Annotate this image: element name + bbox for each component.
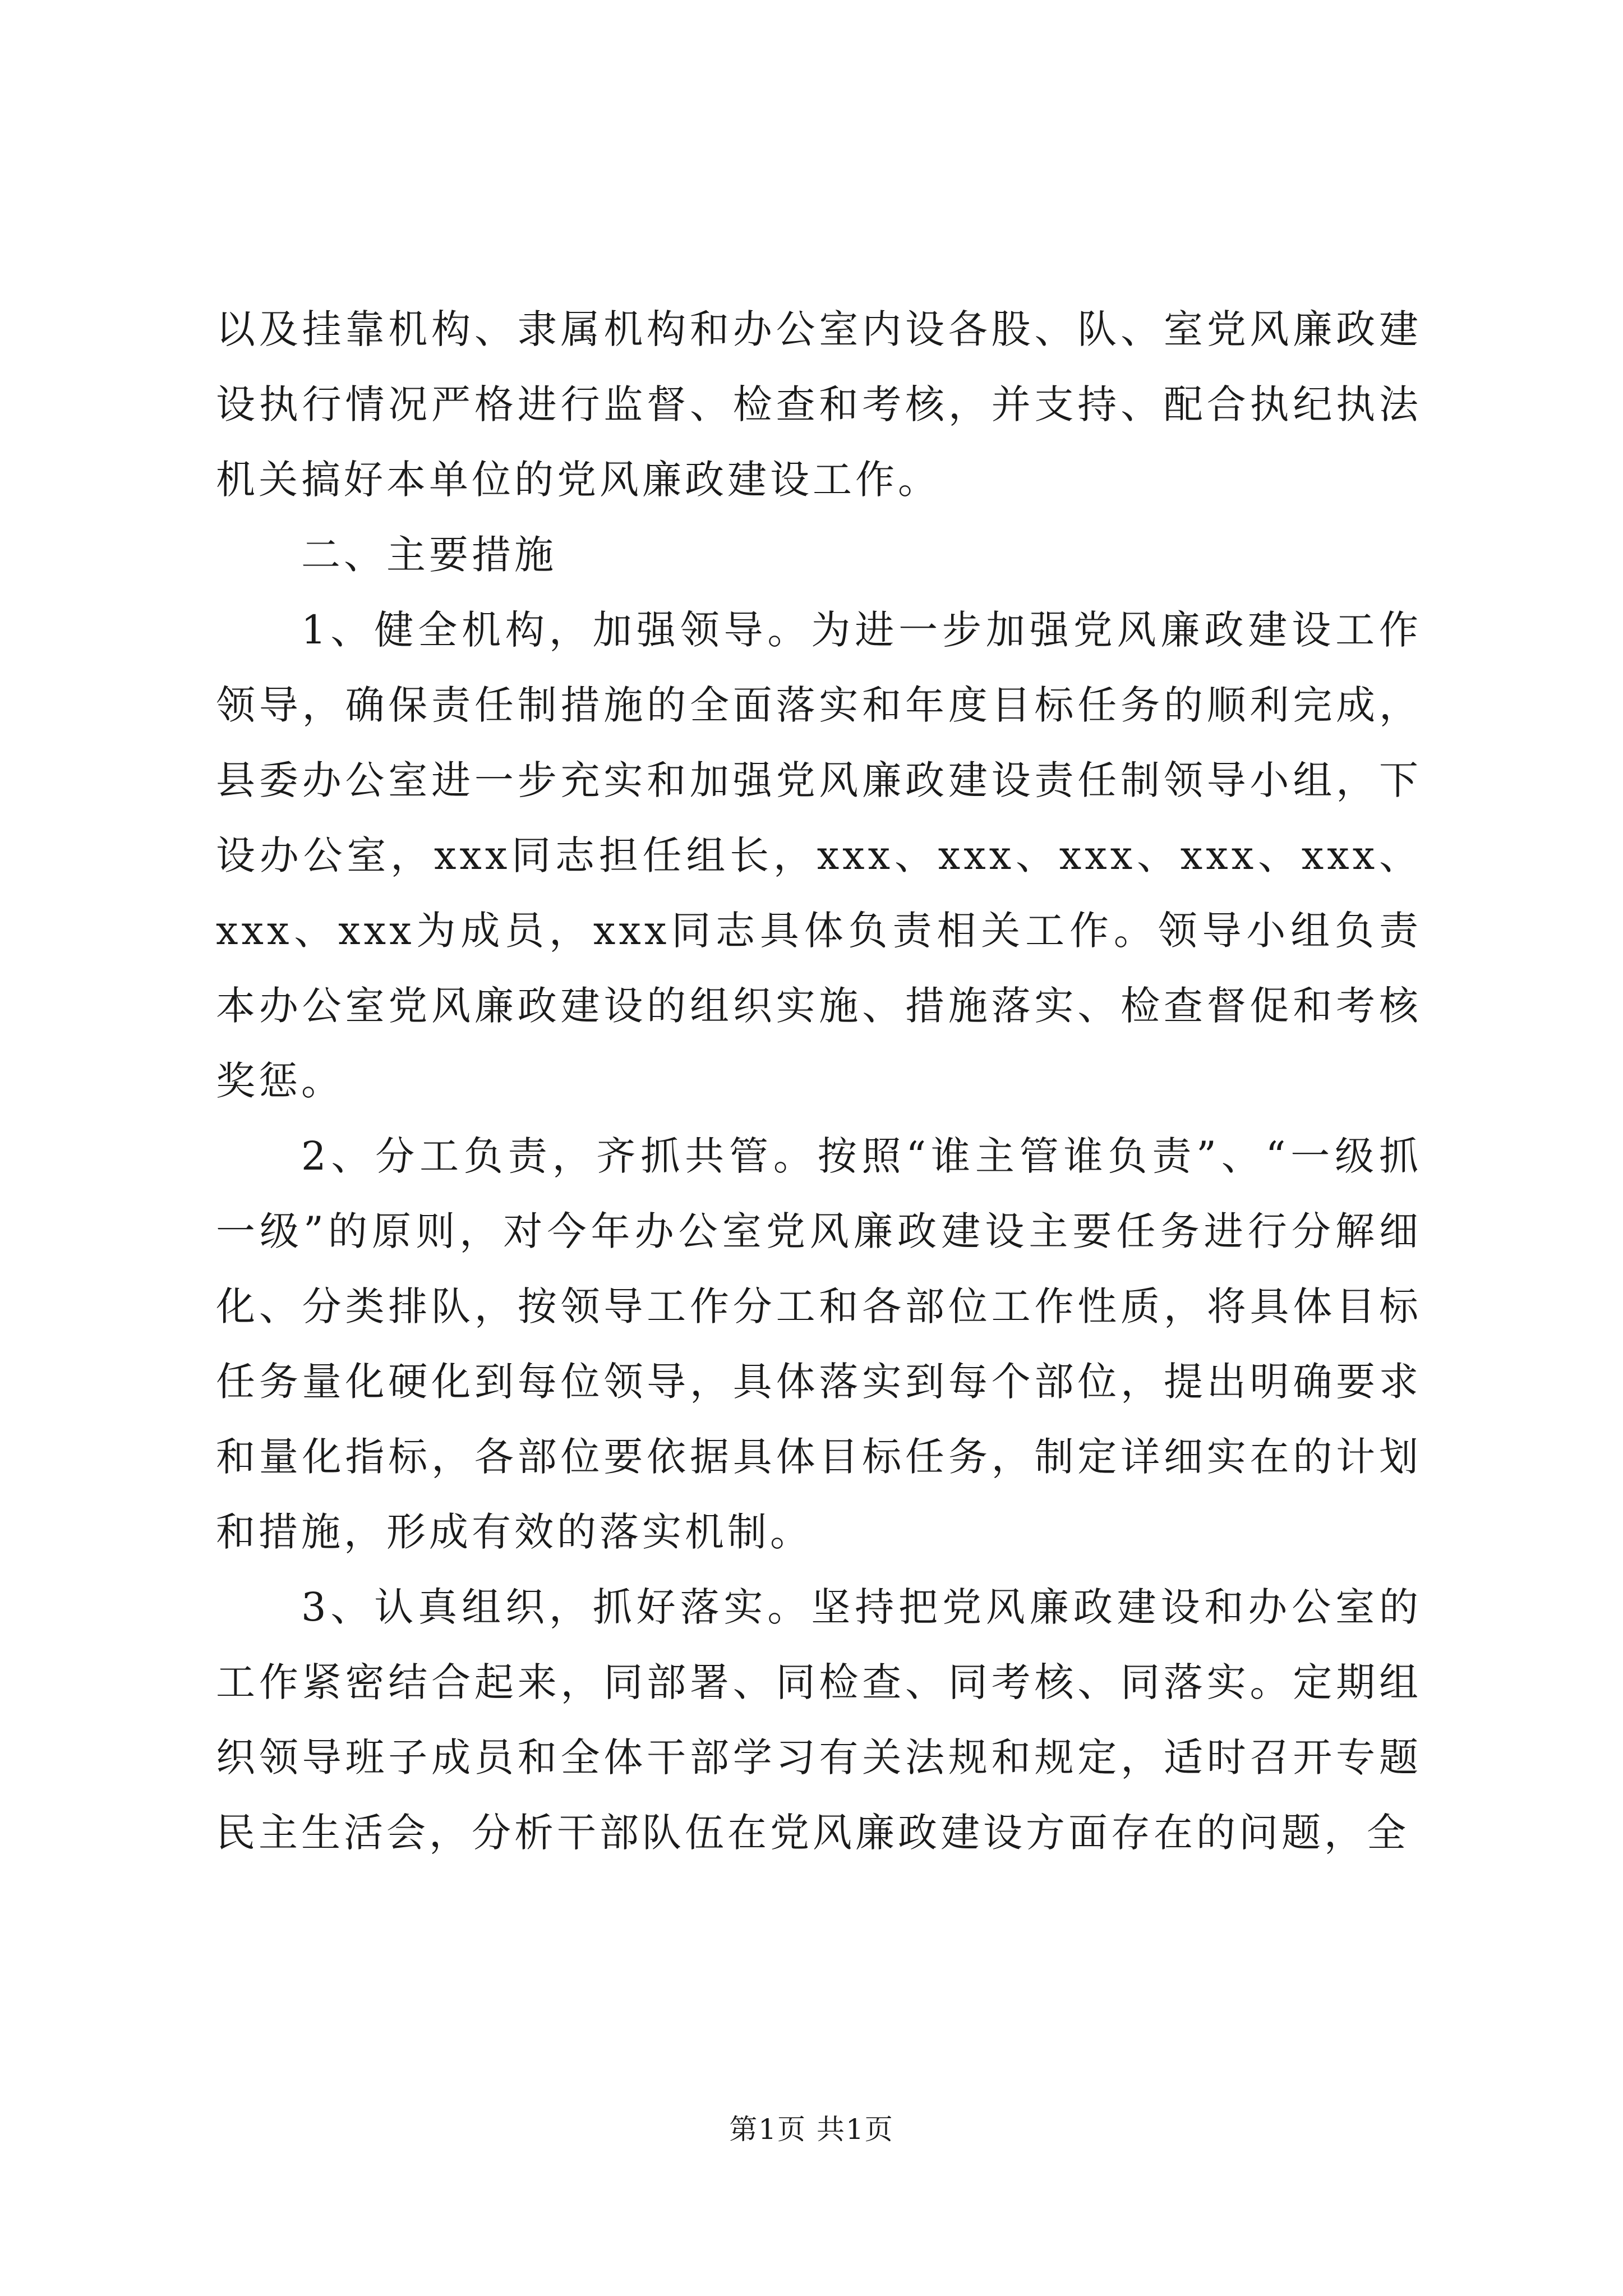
paragraph-measure-2: 2、分工负责，齐抓共管。按照“谁主管谁负责”、“一级抓一级”的原则，对今年办公室党风廉政建设主要任务进行分解细化、分类排队，按领导工作分工和各部位工作性质，将具体目标任务量化硬化到每位领导，具体落实到每个部位，提出明确要求和量化指标，各部位要依据具体目标任务，制定详细实在的计划和措施，形成有效的落实机制。 — [216, 1133, 1422, 1555]
section-heading-main-measures: 二、主要措施 — [301, 532, 557, 578]
paragraph-measure-3: 3、认真组织，抓好落实。坚持把党风廉政建设和办公室的工作紧密结合起来，同部署、同检查、同考核、同落实。定期组织领导班子成员和全体干部学习有关法规和规定，适时召开专题民主生活会，分析干部队伍在党风廉政建设方面存在的问题，全 — [216, 1584, 1422, 1856]
page-footer: 第1页 共1页 — [729, 2113, 894, 2146]
paragraph-measure-1: 1、健全机构，加强领导。为进一步加强党风廉政建设工作领导，确保责任制措施的全面落实和年度目标任务的顺利完成，县委办公室进一步充实和加强党风廉政建设责任制领导小组，下设办公室，xxx同志担任组长，xxx、xxx、xxx、xxx、xxx、xxx、xxx为成员，xxx同志具体负责相关工作。领导小组负责本办公室党风廉政建设的组织实施、措施落实、检查督促和考核奖惩。 — [216, 607, 1422, 1104]
document-body — [216, 292, 1422, 1870]
paragraph-continuation: 以及挂靠机构、隶属机构和办公室内设各股、队、室党风廉政建设执行情况严格进行监督、检查和考核，并支持、配合执纪执法机关搞好本单位的党风廉政建设工作。 — [216, 306, 1422, 503]
